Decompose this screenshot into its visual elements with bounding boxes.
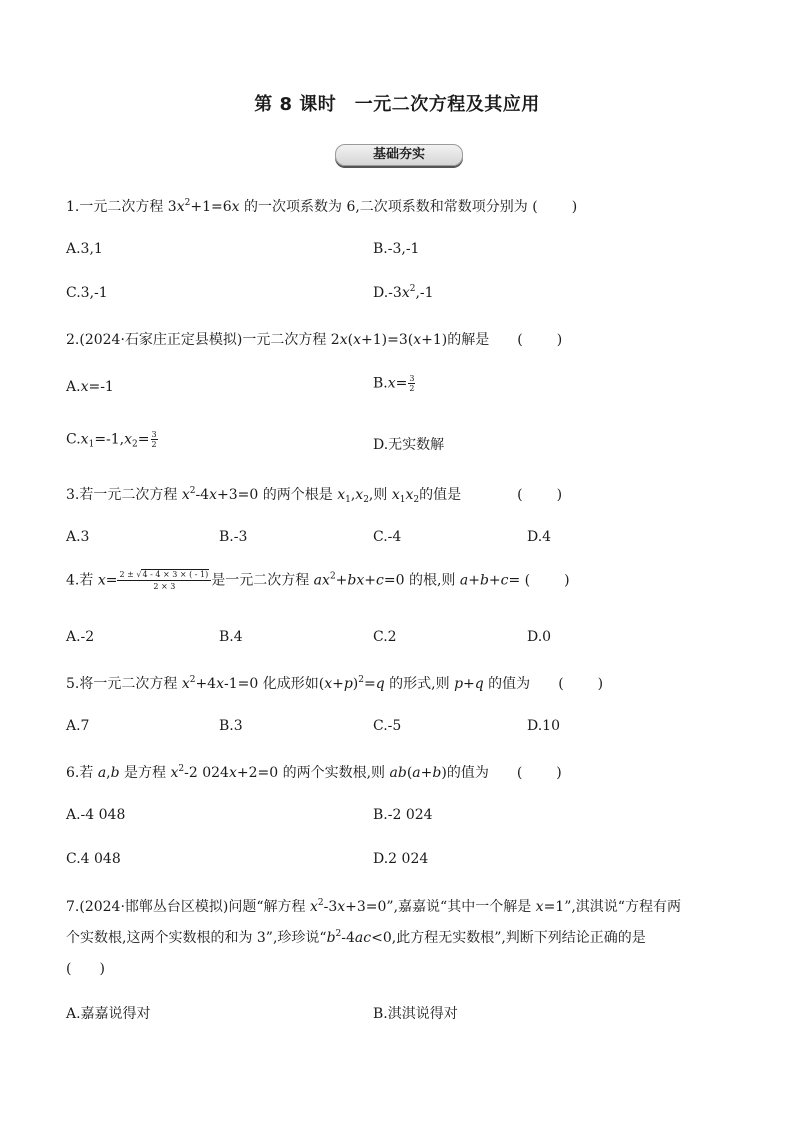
quadratic-formula-fraction: $\frac{2 \pm √4 - 4 \times 3 \times ( - 1)}{2 \times 3}$ xyxy=(117,569,211,592)
q3-option-b[interactable]: B.-3 xyxy=(219,529,248,545)
q1-option-a[interactable]: A.3,1 xyxy=(66,241,103,257)
question-4: 4.若 x= $\frac{2 \pm √4 - 4 \times 3 \times ( - 1)}{2 \times 3}$ 是一元二次方程 $ax^2+bx+c=0$ 的根,则 a+b+c= ( ) xyxy=(66,570,570,591)
question-3: 3.若一元二次方程 $x^2-4x+3=0$ 的两个根是 $x_1,x_2$,则 $x_1x_2$的值是 ( ) xyxy=(66,486,563,505)
q7-option-b[interactable]: B.淇淇说得对 xyxy=(373,1006,458,1022)
q6-option-c[interactable]: C.4 048 xyxy=(66,851,121,867)
fraction-three-halves: $\frac{3}{2}$ xyxy=(151,430,157,449)
q5-option-c[interactable]: C.-5 xyxy=(373,718,402,734)
question-7-answer-paren: ( ) xyxy=(66,961,105,977)
q5-option-b[interactable]: B.3 xyxy=(219,718,243,734)
q2-option-a[interactable]: A.x=-1 xyxy=(66,379,114,395)
page-title: 第 8 课时 一元二次方程及其应用 xyxy=(254,94,540,115)
question-1: 1.一元二次方程 $3x^2+1=6x$ 的一次项系数为 6,二次项系数和常数项分别为 ( ) xyxy=(66,198,578,215)
q3-option-c[interactable]: C.-4 xyxy=(373,529,402,545)
question-6: 6.若 a,b 是方程 $x^2-2$ 024x+2=0 的两个实数根,则 ab(a+b)的值为 ( ) xyxy=(66,764,562,781)
question-5: 5.将一元二次方程 $x^2+4x-1=0$ 化成形如$(x+p)^2=q$ 的形式,则 p+q 的值为 ( ) xyxy=(66,675,604,692)
q1-option-b[interactable]: B.-3,-1 xyxy=(373,241,420,257)
q4-option-d[interactable]: D.0 xyxy=(527,629,552,645)
fraction-three-halves: $\frac{3}{2}$ xyxy=(409,374,415,393)
question-7-line-1: 7.(2024·邯郸丛台区模拟)问题“解方程 $x^2-3x+3=0$”,嘉嘉说“其中一个解是 x=1”,淇淇说“方程有两 xyxy=(66,898,681,915)
q6-option-a[interactable]: A.-4 048 xyxy=(66,807,126,823)
q6-option-d[interactable]: D.2 024 xyxy=(373,851,429,867)
q3-option-d[interactable]: D.4 xyxy=(527,529,552,545)
q5-option-d[interactable]: D.10 xyxy=(527,718,560,734)
section-badge: 基础夯实 xyxy=(335,144,463,166)
question-2: 2.(2024·石家庄正定县模拟)一元二次方程 2x(x+1)=3(x+1)的解是 ( ) xyxy=(66,332,563,348)
q2-option-b[interactable]: B.x= $\frac{3}{2}$ xyxy=(373,374,415,393)
q1-option-d[interactable]: $D.-3x^2,-1$ xyxy=(373,284,434,301)
q4-option-c[interactable]: C.2 xyxy=(373,629,397,645)
q4-option-b[interactable]: B.4 xyxy=(219,629,243,645)
q1-option-c[interactable]: C.3,-1 xyxy=(66,285,108,301)
q6-option-b[interactable]: B.-2 024 xyxy=(373,807,433,823)
q7-option-a[interactable]: A.嘉嘉说得对 xyxy=(66,1006,151,1022)
q2-option-d[interactable]: D.无实数解 xyxy=(373,437,445,453)
q3-option-a[interactable]: A.3 xyxy=(66,529,90,545)
q4-option-a[interactable]: A.-2 xyxy=(66,629,95,645)
q2-option-c[interactable]: $C.x_1=-1,x_2=$ $\frac{3}{2}$ xyxy=(66,430,157,450)
question-7-line-2: 个实数根,这两个实数根的和为 3”,珍珍说“$b^2-4ac<0$,此方程无实数根”,判断下列结论正确的是 xyxy=(66,929,646,946)
q5-option-a[interactable]: A.7 xyxy=(66,718,90,734)
